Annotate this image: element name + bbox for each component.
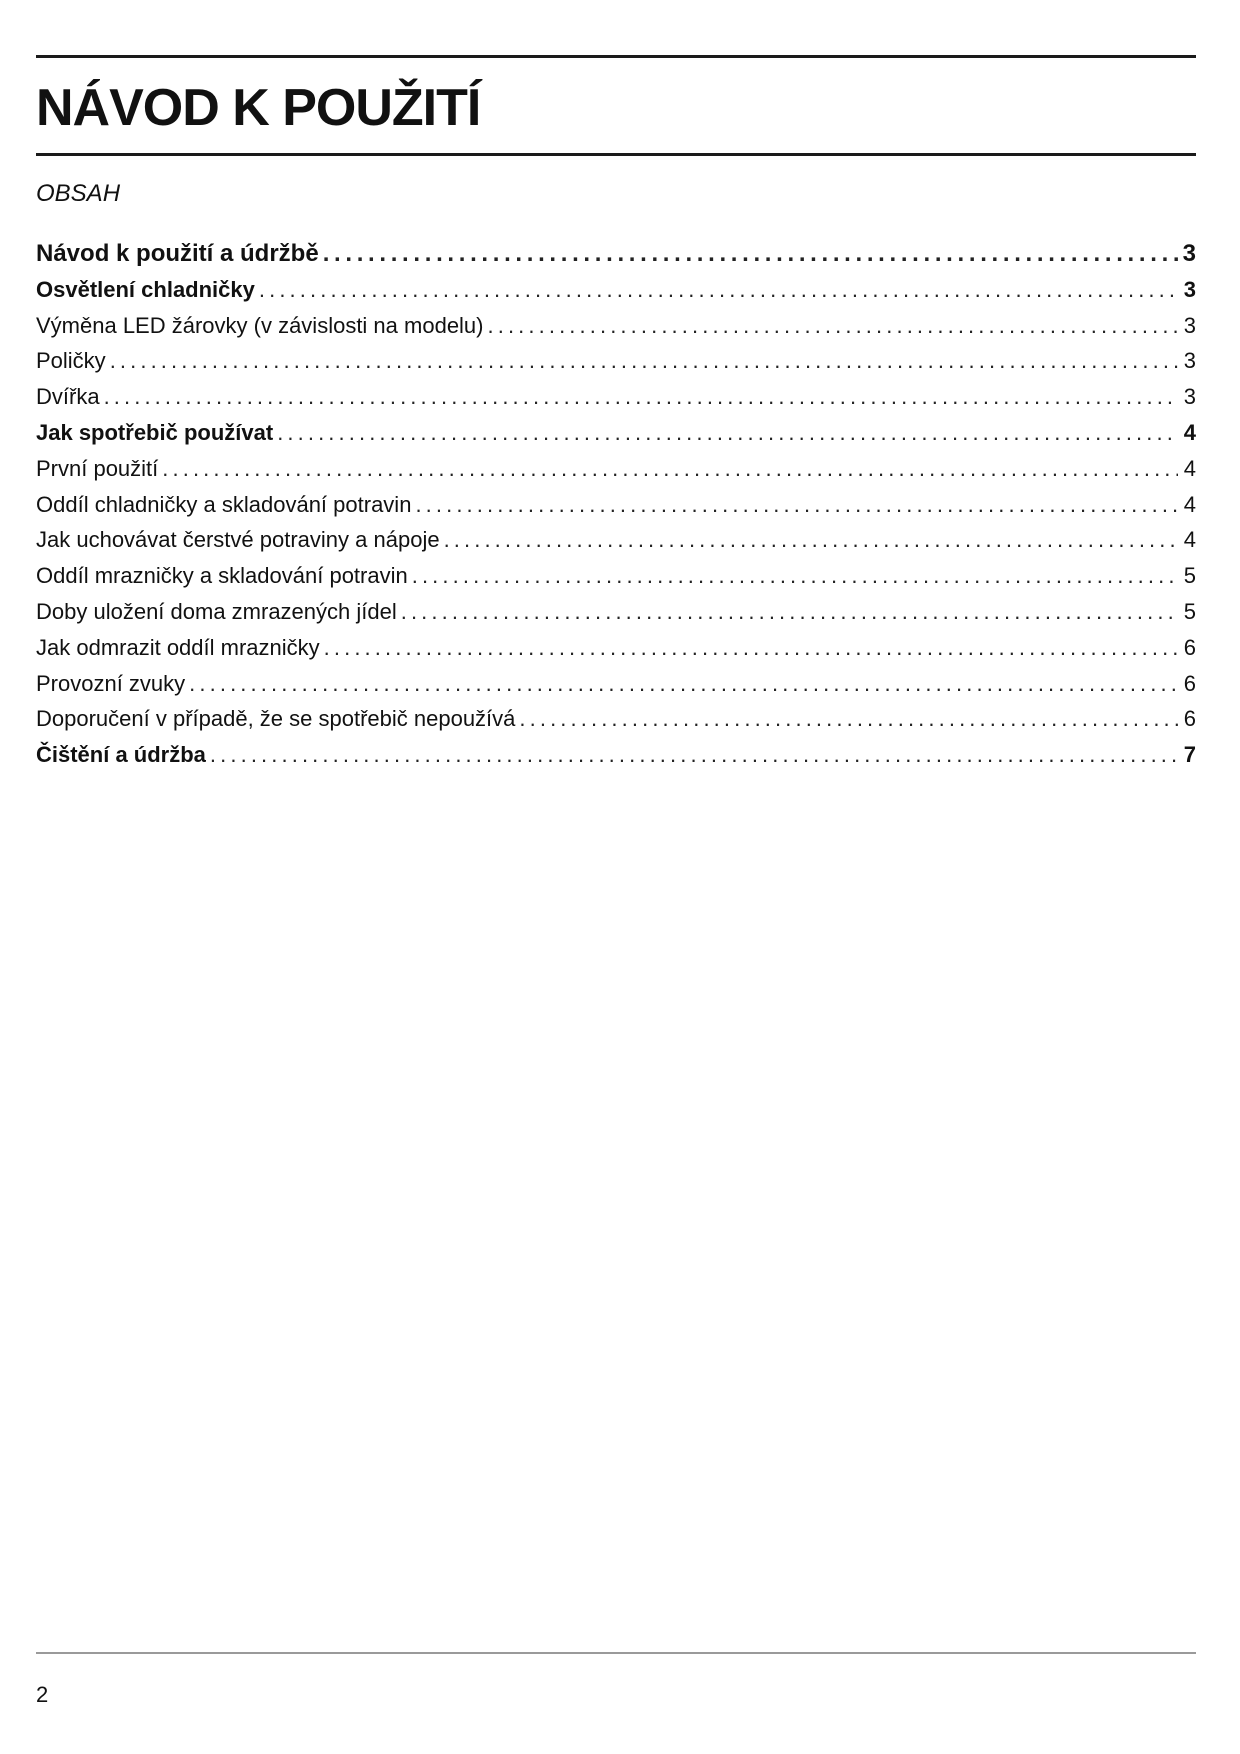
toc-entry[interactable] [36, 666, 1196, 702]
toc-entry-label: Návod k použití a údržbě [36, 240, 319, 267]
toc-entry-label: Oddíl chladničky a skladování potravin [36, 491, 412, 517]
toc-entry[interactable] [36, 272, 1196, 308]
toc-entry-page: 3 [1183, 384, 1196, 410]
dot-leader [104, 379, 1178, 415]
toc-entry-label: Provozní zvuky [36, 670, 186, 696]
dot-leader [110, 343, 1178, 379]
toc-entry[interactable] [36, 594, 1196, 630]
toc-entry-page: 3 [1182, 240, 1196, 267]
toc-entry-label: Poličky [36, 348, 106, 374]
dot-leader [401, 594, 1178, 630]
toc-entry-label: Jak spotřebič používat [36, 419, 274, 445]
dot-leader [519, 701, 1178, 737]
table-of-contents [36, 236, 1196, 773]
toc-entry-page: 6 [1183, 706, 1196, 732]
toc-entry-label: Výměna LED žárovky (v závislosti na modelu) [36, 312, 484, 338]
dot-leader [189, 666, 1178, 702]
dot-leader [488, 308, 1179, 344]
toc-entry-label: Jak uchovávat čerstvé potraviny a nápoje [36, 527, 440, 553]
dot-leader [323, 236, 1178, 272]
toc-entry-page: 5 [1183, 563, 1196, 589]
toc-entry-page: 4 [1183, 455, 1196, 481]
toc-entry[interactable] [36, 701, 1196, 737]
toc-entry-page: 3 [1183, 348, 1196, 374]
toc-entry-label: Osvětlení chladničky [36, 276, 255, 302]
toc-entry[interactable] [36, 487, 1196, 523]
top-rule [36, 55, 1196, 58]
toc-entry[interactable] [36, 343, 1196, 379]
toc-heading: OBSAH [36, 180, 121, 207]
toc-entry[interactable] [36, 522, 1196, 558]
toc-entry-page: 5 [1183, 598, 1196, 624]
toc-entry-page: 3 [1183, 276, 1196, 302]
dot-leader [162, 451, 1178, 487]
toc-entry-page: 4 [1183, 491, 1196, 517]
toc-entry[interactable] [36, 236, 1196, 272]
toc-entry[interactable] [36, 558, 1196, 594]
toc-entry[interactable] [36, 379, 1196, 415]
dot-leader [210, 737, 1178, 773]
toc-entry-label: Doporučení v případě, že se spotřebič nepoužívá [36, 706, 516, 732]
toc-entry[interactable] [36, 415, 1196, 451]
dot-leader [324, 630, 1178, 666]
toc-entry-page: 4 [1183, 419, 1196, 445]
dot-leader [415, 487, 1178, 523]
dot-leader [259, 272, 1178, 308]
toc-entry-page: 3 [1183, 312, 1196, 338]
toc-entry-label: Dvířka [36, 384, 100, 410]
toc-entry[interactable] [36, 451, 1196, 487]
dot-leader [277, 415, 1178, 451]
page-title: NÁVOD K POUŽITÍ [36, 79, 481, 137]
toc-entry-page: 6 [1183, 670, 1196, 696]
toc-entry-page: 6 [1183, 634, 1196, 660]
toc-entry-label: Jak odmrazit oddíl mrazničky [36, 634, 320, 660]
page-number: 2 [36, 1682, 49, 1707]
toc-entry-page: 4 [1183, 527, 1196, 553]
dot-leader [412, 558, 1178, 594]
toc-entry-label: Čištění a údržba [36, 742, 206, 768]
toc-entry-label: Oddíl mrazničky a skladování potravin [36, 563, 408, 589]
toc-entry-label: První použití [36, 455, 159, 481]
footer-rule [36, 1652, 1196, 1654]
toc-entry-label: Doby uložení doma zmrazených jídel [36, 598, 397, 624]
toc-entry[interactable] [36, 308, 1196, 344]
title-rule [36, 153, 1196, 156]
toc-entry[interactable] [36, 737, 1196, 773]
toc-entry[interactable] [36, 630, 1196, 666]
dot-leader [444, 522, 1178, 558]
toc-entry-page: 7 [1183, 742, 1196, 768]
